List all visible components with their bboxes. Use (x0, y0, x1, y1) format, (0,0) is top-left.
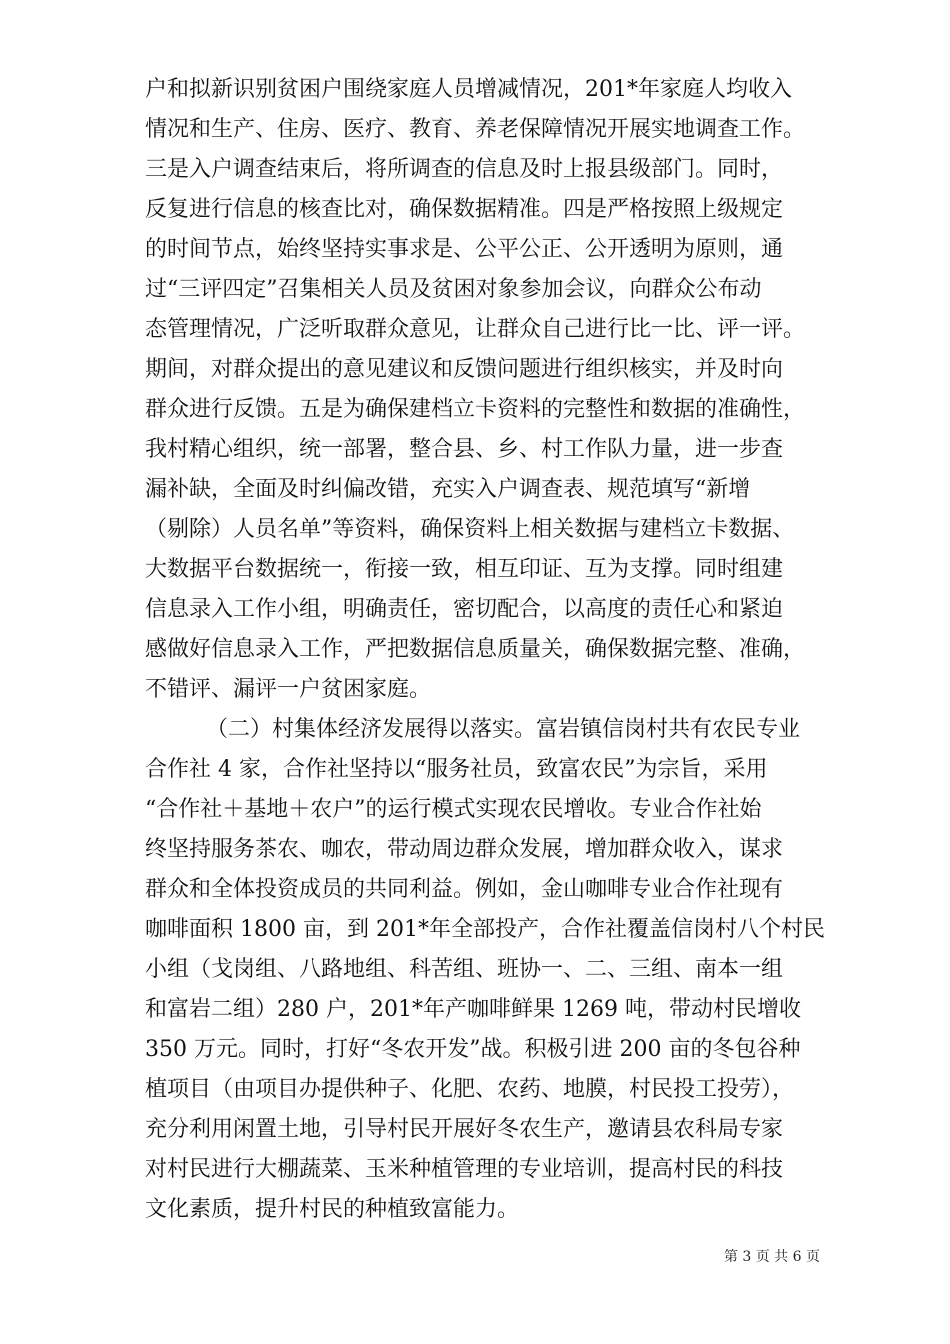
text-line: 的时间节点，始终坚持实事求是、公平公正、公开透明为原则，通 (145, 237, 784, 262)
text-line: 过“三评四定”召集相关人员及贫困对象参加会议，向群众公布动 (145, 277, 762, 302)
text-line: 大数据平台数据统一，衔接一致，相互印证、互为支撑。同时组建 (145, 557, 784, 582)
text-line: 漏补缺，全面及时纠偏改错，充实入户调查表、规范填写“新增 (145, 477, 751, 502)
text-line: （剔除）人员名单”等资料，确保资料上相关数据与建档立卡数据、 (145, 517, 795, 542)
text-line: 文化素质，提升村民的种植致富能力。 (145, 1197, 520, 1222)
text-line: 户和拟新识别贫困户围绕家庭人员增减情况，201*年家庭人均收入 (145, 77, 792, 102)
text-line: 充分利用闲置土地，引导村民开展好冬农生产，邀请县农科局专家 (145, 1117, 784, 1142)
text-line: 群众和全体投资成员的共同利益。例如，金山咖啡专业合作社现有 (145, 877, 784, 902)
text-line: 我村精心组织，统一部署，整合县、乡、村工作队力量，进一步查 (145, 437, 784, 462)
text-line: 植项目（由项目办提供种子、化肥、农药、地膜，村民投工投劳）， (145, 1077, 795, 1102)
text-line: 情况和生产、住房、医疗、教育、养老保障情况开展实地调查工作。 (145, 117, 806, 142)
text-line: 350 万元。同时，打好“冬农开发”战。积极引进 200 亩的冬包谷种 (145, 1037, 801, 1062)
text-line: 合作社 4 家，合作社坚持以“服务社员，致富农民”为宗旨，采用 (145, 757, 768, 782)
text-line: 反复进行信息的核查比对，确保数据精准。四是严格按照上级规定 (145, 197, 784, 222)
text-line: 和富岩二组）280 户，201*年产咖啡鲜果 1269 吨，带动村民增收 (145, 997, 801, 1022)
text-line: 信息录入工作小组，明确责任，密切配合，以高度的责任心和紧迫 (145, 597, 784, 622)
text-line: “合作社＋基地＋农户”的运行模式实现农民增收。专业合作社始 (145, 797, 762, 822)
section-heading-line: （二）村集体经济发展得以落实。富岩镇信岗村共有农民专业 (206, 717, 801, 742)
text-line: 小组（戈岗组、八路地组、科苦组、班协一、二、三组、南本一组 (145, 957, 784, 982)
text-line: 三是入户调查结束后，将所调查的信息及时上报县级部门。同时， (145, 157, 784, 182)
text-line: 对村民进行大棚蔬菜、玉米种植管理的专业培训，提高村民的科技 (145, 1157, 784, 1182)
text-line: 群众进行反馈。五是为确保建档立卡资料的完整性和数据的准确性， (145, 397, 806, 422)
text-line: 感做好信息录入工作，严把数据信息质量关，确保数据完整、准确， (145, 637, 806, 662)
text-line: 不错评、漏评一户贫困家庭。 (145, 677, 432, 702)
text-line: 咖啡面积 1800 亩，到 201*年全部投产，合作社覆盖信岗村八个村民 (145, 917, 825, 942)
text-line: 态管理情况，广泛听取群众意见，让群众自己进行比一比、评一评。 (145, 317, 806, 342)
text-line: 期间，对群众提出的意见建议和反馈问题进行组织核实，并及时向 (145, 357, 784, 382)
text-line: 终坚持服务茶农、咖农，带动周边群众发展，增加群众收入，谋求 (145, 837, 784, 862)
page-number-footer: 第 3 页 共 6 页 (723, 1249, 820, 1265)
